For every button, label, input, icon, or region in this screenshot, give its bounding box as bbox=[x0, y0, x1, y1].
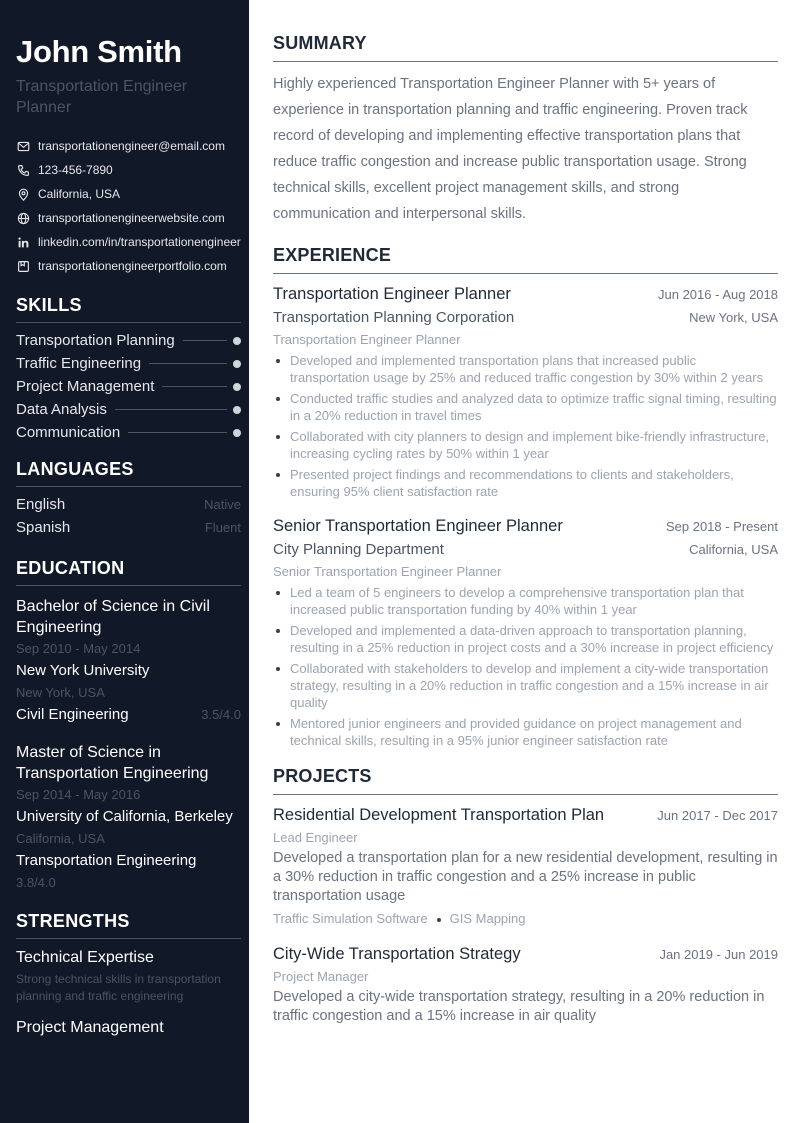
job-bullet: Developed and implemented transportation plans that increased public transportation usage by 25% and reduced traffic congestion by 30% within 2 years bbox=[273, 352, 778, 386]
job-bullet: Developed and implemented a data-driven approach to transportation planning, resulting in a 25% reduction in project costs and a 30% increase in project efficiency bbox=[273, 622, 778, 656]
project-title: City-Wide Transportation Strategy bbox=[273, 945, 521, 963]
skill-line bbox=[149, 363, 227, 364]
summary-section bbox=[273, 32, 778, 227]
contact-website-text: transportationengineerwebsite.com bbox=[38, 211, 225, 225]
skill-label: Project Management bbox=[16, 378, 155, 395]
project-dates: Jun 2017 - Dec 2017 bbox=[657, 808, 778, 823]
skill-dot bbox=[233, 337, 241, 345]
main-content bbox=[273, 0, 778, 1026]
project-title: Residential Development Transportation Plan bbox=[273, 806, 605, 824]
job-dates: Sep 2018 - Present bbox=[665, 519, 778, 534]
project-item bbox=[273, 803, 778, 930]
contact-linkedin[interactable] bbox=[16, 230, 241, 254]
project-tag: Traffic Simulation Software bbox=[273, 911, 428, 926]
education-dates: Sep 2014 - May 2016 bbox=[16, 787, 141, 802]
education-field: Transportation Engineering bbox=[16, 852, 197, 869]
job-company: City Planning Department bbox=[273, 541, 444, 558]
tag-separator bbox=[437, 918, 441, 922]
strength-title: Technical Expertise bbox=[16, 949, 154, 966]
skill-item bbox=[16, 352, 241, 375]
strength-title: Project Management bbox=[16, 1019, 164, 1036]
skill-item bbox=[16, 398, 241, 421]
job-company-row bbox=[273, 538, 778, 562]
job-bullet: Collaborated with stakeholders to develop and implement a city-wide transportation strategy, resulting in a 20% reduction in traffic congestion and a 15% increase in air quality bbox=[273, 660, 778, 711]
job-company-row bbox=[273, 306, 778, 330]
job-bullets bbox=[273, 352, 778, 500]
language-item bbox=[16, 516, 241, 539]
language-name: Spanish bbox=[16, 519, 71, 536]
language-level: Fluent bbox=[204, 520, 241, 535]
contact-website[interactable] bbox=[16, 206, 241, 230]
contact-portfolio-text: transportationengineerportfolio.com bbox=[38, 259, 227, 273]
job-title: Transportation Engineer Planner bbox=[273, 285, 511, 303]
experience-item bbox=[273, 514, 778, 749]
experience-item bbox=[273, 282, 778, 500]
skill-label: Data Analysis bbox=[16, 401, 107, 418]
project-role: Project Manager bbox=[273, 969, 369, 984]
job-bullet: Collaborated with city planners to design and implement bike-friendly infrastructure, increasing cycling rates by 50% within 1 year bbox=[273, 428, 778, 462]
skill-line bbox=[128, 432, 227, 433]
job-header bbox=[273, 514, 778, 538]
email-icon bbox=[16, 139, 30, 153]
language-item bbox=[16, 493, 241, 516]
education-heading: EDUCATION bbox=[16, 557, 241, 586]
contact-location bbox=[16, 182, 241, 206]
contact-list bbox=[16, 134, 241, 278]
skills-heading: SKILLS bbox=[16, 294, 241, 323]
contact-email-text: transportationengineer@email.com bbox=[38, 139, 225, 153]
job-bullet: Conducted traffic studies and analyzed data to optimize traffic signal timing, resulting in a 20% reduction in travel times bbox=[273, 390, 778, 424]
education-degree: Bachelor of Science in Civil Engineering bbox=[16, 598, 210, 636]
contact-linkedin-text: linkedin.com/in/transportationengineer bbox=[38, 235, 241, 249]
project-header bbox=[273, 942, 778, 966]
languages-heading: LANGUAGES bbox=[16, 458, 241, 487]
education-school: University of California, Berkeley bbox=[16, 808, 233, 825]
location-icon bbox=[16, 187, 30, 201]
skill-line bbox=[115, 409, 227, 410]
project-desc: Developed a transportation plan for a new residential development, resulting in a 30% reduction in traffic congestion and a 25% increase in public transportation usage bbox=[273, 850, 778, 904]
project-desc: Developed a city-wide transportation strategy, resulting in a 20% reduction in traffic congestion and a 15% increase in air quality bbox=[273, 989, 765, 1024]
project-header bbox=[273, 803, 778, 827]
education-item bbox=[16, 596, 241, 726]
experience-section bbox=[273, 244, 778, 749]
education-dates: Sep 2010 - May 2014 bbox=[16, 641, 141, 656]
education-gpa: 3.5/4.0 bbox=[201, 707, 241, 722]
contact-phone[interactable] bbox=[16, 158, 241, 182]
job-company: Transportation Planning Corporation bbox=[273, 309, 515, 326]
skills-list bbox=[16, 329, 241, 444]
projects-heading: PROJECTS bbox=[273, 765, 778, 795]
phone-icon bbox=[16, 163, 30, 177]
language-name: English bbox=[16, 496, 66, 513]
education-gpa: 3.8/4.0 bbox=[16, 875, 56, 890]
skill-line bbox=[162, 386, 227, 387]
education-field: Civil Engineering bbox=[16, 706, 129, 723]
languages-list bbox=[16, 493, 241, 539]
project-role: Lead Engineer bbox=[273, 830, 358, 845]
sidebar bbox=[0, 0, 249, 1123]
education-field-row bbox=[16, 850, 241, 872]
contact-portfolio[interactable] bbox=[16, 254, 241, 278]
skill-dot bbox=[233, 429, 241, 437]
job-role: Senior Transportation Engineer Planner bbox=[273, 564, 502, 579]
skill-item bbox=[16, 421, 241, 444]
job-header bbox=[273, 282, 778, 306]
job-bullet: Led a team of 5 engineers to develop a comprehensive transportation plan that increased public transportation funding by 40% within 1 year bbox=[273, 584, 778, 618]
education-item bbox=[16, 742, 241, 894]
education-degree: Master of Science in Transportation Engineering bbox=[16, 744, 209, 782]
skill-item bbox=[16, 329, 241, 352]
strength-item bbox=[16, 1017, 241, 1039]
skill-dot bbox=[233, 406, 241, 414]
project-tag: GIS Mapping bbox=[449, 911, 526, 926]
contact-email[interactable] bbox=[16, 134, 241, 158]
job-location: New York, USA bbox=[689, 310, 778, 325]
job-bullet: Presented project findings and recommendations to clients and stakeholders, ensuring 95% client satisfaction rate bbox=[273, 466, 778, 500]
job-title: Senior Transportation Engineer Planner bbox=[273, 517, 563, 535]
project-item bbox=[273, 942, 778, 1026]
skill-label: Communication bbox=[16, 424, 121, 441]
job-role: Transportation Engineer Planner bbox=[273, 332, 461, 347]
summary-heading: SUMMARY bbox=[273, 32, 778, 62]
education-location: California, USA bbox=[16, 831, 105, 846]
education-school: New York University bbox=[16, 662, 150, 679]
job-location: California, USA bbox=[689, 542, 778, 557]
globe-icon bbox=[16, 211, 30, 225]
skill-line bbox=[183, 340, 227, 341]
skill-item bbox=[16, 375, 241, 398]
strengths-heading: STRENGTHS bbox=[16, 910, 241, 939]
strength-desc: Strong technical skills in transportation planning and traffic engineering bbox=[16, 972, 221, 1003]
job-bullets bbox=[273, 584, 778, 749]
education-field-row bbox=[16, 704, 241, 726]
contact-phone-text: 123-456-7890 bbox=[38, 163, 113, 177]
project-dates: Jan 2019 - Jun 2019 bbox=[659, 947, 778, 962]
skill-label: Traffic Engineering bbox=[16, 355, 142, 372]
linkedin-icon bbox=[16, 235, 30, 249]
skill-dot bbox=[233, 360, 241, 368]
strength-item bbox=[16, 947, 241, 1005]
skill-dot bbox=[233, 383, 241, 391]
projects-section bbox=[273, 765, 778, 1026]
profile-name: John Smith bbox=[16, 34, 182, 69]
profile-title: Transportation Engineer Planner bbox=[16, 78, 188, 116]
experience-heading: EXPERIENCE bbox=[273, 244, 778, 274]
contact-location-text: California, USA bbox=[38, 187, 121, 201]
job-dates: Jun 2016 - Aug 2018 bbox=[658, 287, 778, 302]
language-level: Native bbox=[204, 497, 241, 512]
skill-label: Transportation Planning bbox=[16, 332, 175, 349]
summary-text: Highly experienced Transportation Engineer Planner with 5+ years of experience in transportation planning and traffic engineering. Proven track record of developing and implementing effective transportation plans that reduce traffic congestion and increase public transportation usage. Strong technical skills, excellent project management skills, and strong communication and interpersonal skills. bbox=[273, 76, 748, 222]
project-tags bbox=[273, 908, 778, 930]
job-bullet: Mentored junior engineers and provided guidance on project management and technical skills, resulting in a 95% junior engineer satisfaction rate bbox=[273, 715, 778, 749]
education-location: New York, USA bbox=[16, 685, 105, 700]
portfolio-icon bbox=[16, 259, 30, 273]
